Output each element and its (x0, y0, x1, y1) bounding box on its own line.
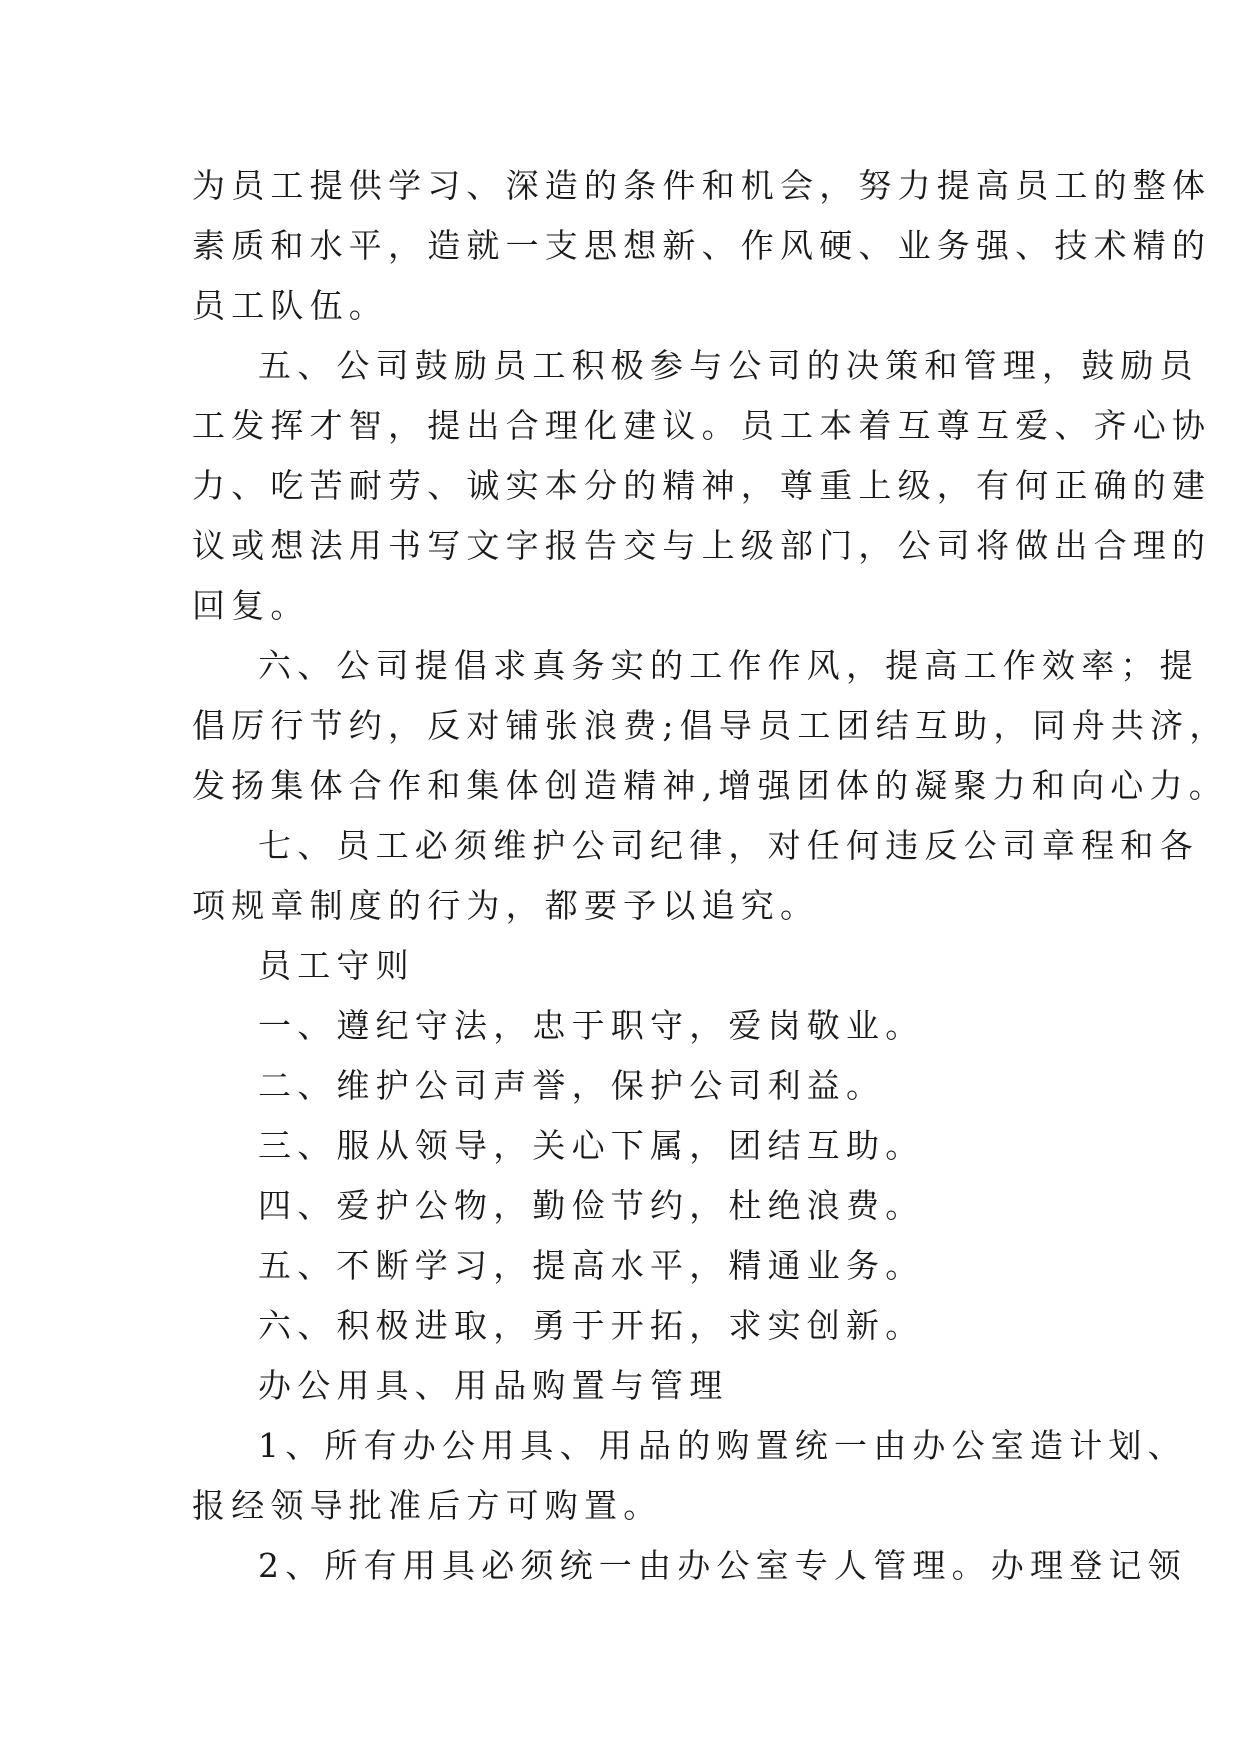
text-line: 一、遵纪守法，忠于职守，爱岗敬业。 (258, 1006, 925, 1045)
text-line: 员工守则 (258, 946, 415, 985)
text-line: 四、爱护公物，勤俭节约，杜绝浪费。 (258, 1186, 925, 1225)
text-line: 项规章制度的行为，都要予以追究。 (192, 886, 820, 925)
text-line: 素质和水平，造就一支思想新、作风硬、业务强、技术精的 (192, 226, 1212, 265)
text-line: 工发挥才智，提出合理化建议。员工本着互尊互爱、齐心协 (192, 406, 1212, 445)
text-line: 报经领导批准后方可购置。 (192, 1486, 663, 1525)
text-line: 为员工提供学习、深造的条件和机会，努力提高员工的整体 (192, 166, 1212, 205)
text-line: 员工队伍。 (192, 286, 388, 325)
text-line: 六、公司提倡求真务实的工作作风，提高工作效率；提 (258, 646, 1199, 685)
text-line: 1、所有办公用具、用品的购置统一由办公室造计划、 (258, 1426, 1187, 1465)
text-line: 回复。 (192, 586, 310, 625)
text-line: 六、积极进取，勇于开拓，求实创新。 (258, 1306, 925, 1345)
text-line: 五、公司鼓励员工积极参与公司的决策和管理，鼓励员 (258, 346, 1199, 385)
text-line: 办公用具、用品购置与管理 (258, 1366, 729, 1405)
text-line: 议或想法用书写文字报告交与上级部门，公司将做出合理的 (192, 526, 1212, 565)
text-line: 力、吃苦耐劳、诚实本分的精神，尊重上级，有何正确的建 (192, 466, 1212, 505)
text-line: 二、维护公司声誉，保护公司利益。 (258, 1066, 886, 1105)
text-line: 五、不断学习，提高水平，精通业务。 (258, 1246, 925, 1285)
text-line: 倡厉行节约，反对铺张浪费;倡导员工团结互助，同舟共济， (192, 706, 1229, 745)
text-line: 2、所有用具必须统一由办公室专人管理。办理登记领 (258, 1546, 1187, 1585)
text-line: 发扬集体合作和集体创造精神,增强团体的凝聚力和向心力。 (192, 766, 1228, 805)
document-body (192, 156, 1229, 1596)
text-line: 三、服从领导，关心下属，团结互助。 (258, 1126, 925, 1165)
text-line: 七、员工必须维护公司纪律，对任何违反公司章程和各 (258, 826, 1199, 865)
